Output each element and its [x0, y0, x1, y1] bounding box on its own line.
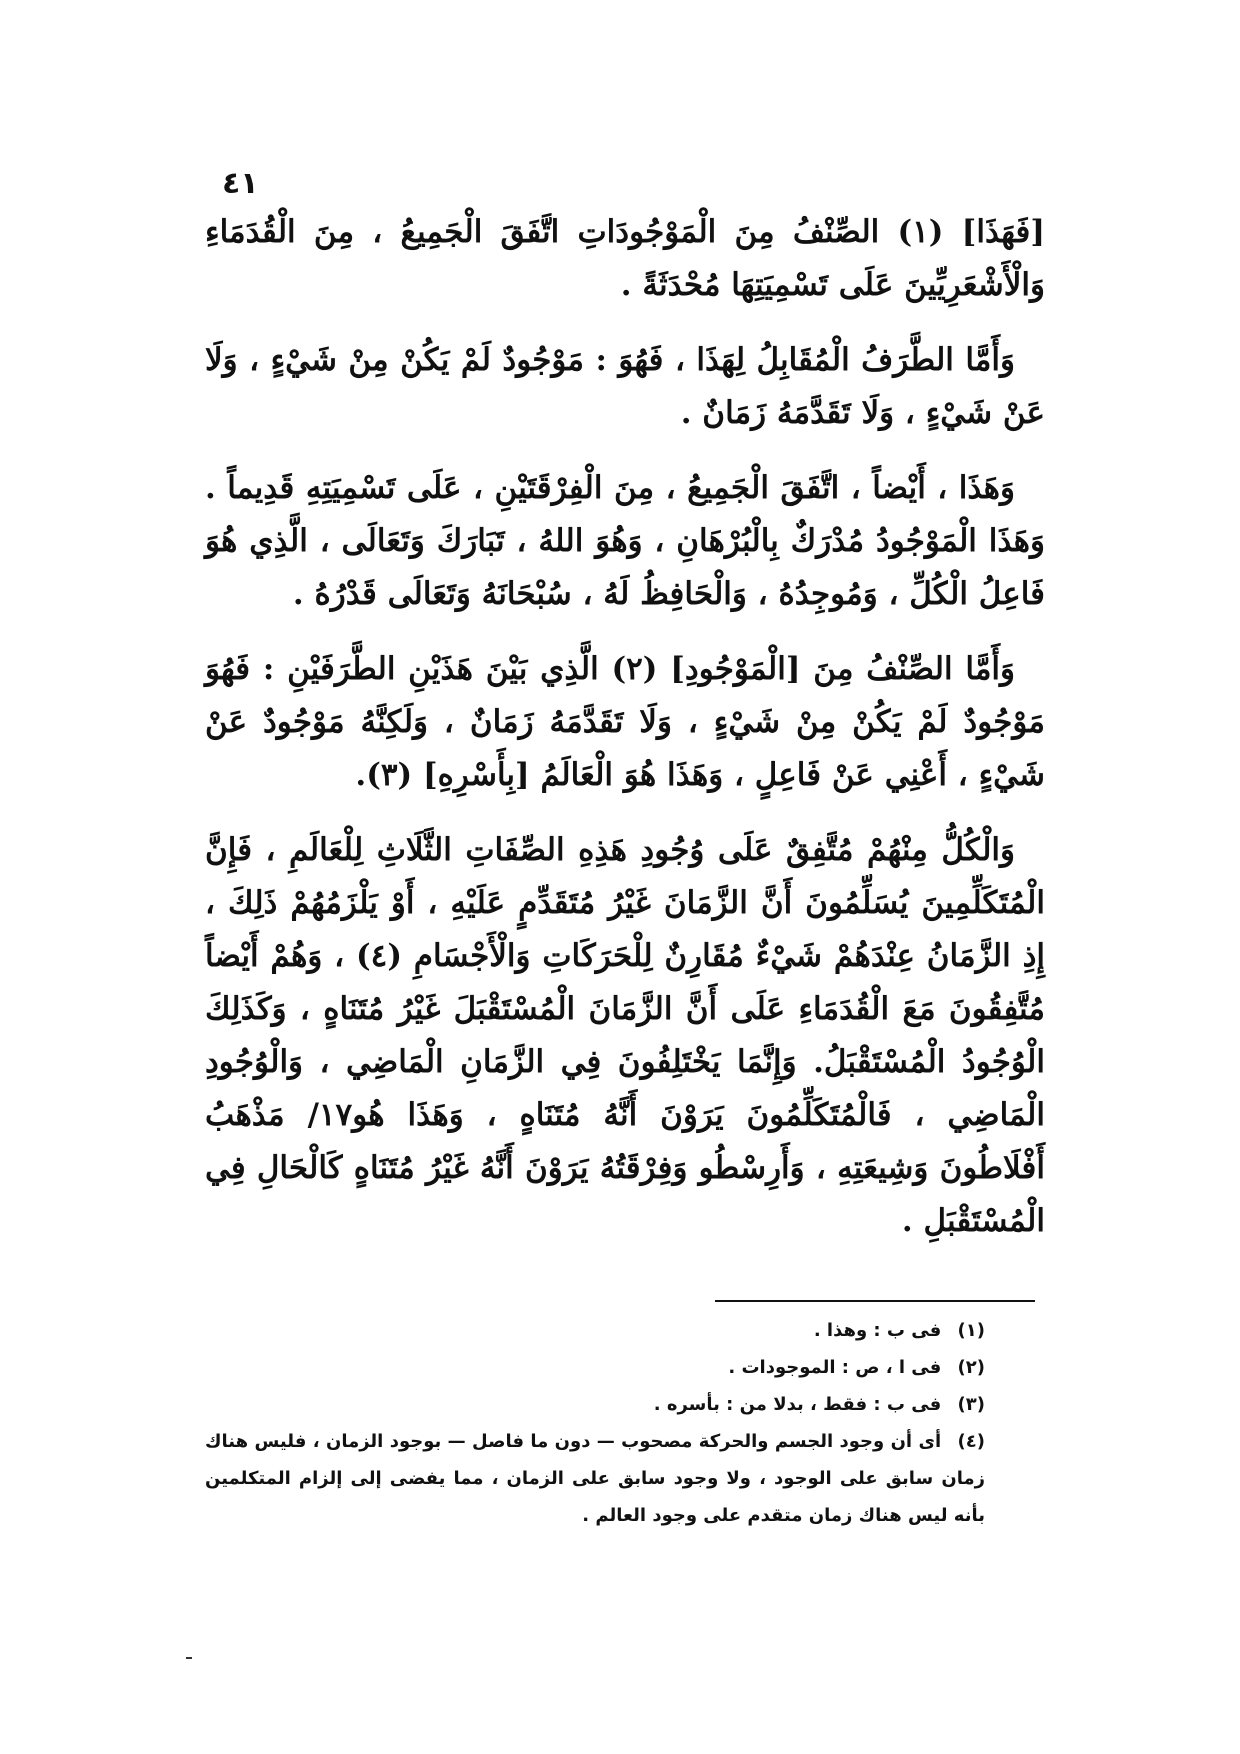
footnote-text: فى ب : وهذا . — [813, 1320, 942, 1341]
footnote-2 — [205, 1349, 1045, 1386]
footnote-text: فى ب : فقط ، بدلا من : بأسره . — [653, 1394, 942, 1415]
paragraph-5: وَالْكُلُّ مِنْهُمْ مُتَّفِقٌ عَلَى وُجُودِ هَذِهِ الصِّفَاتِ الثَّلَاثِ لِلْعَالَمِ ، فَإِنَّ الْمُتَكَلِّمِينَ يُسَلِّمُونَ أَنَّ الزَّمَانَ غَيْرُ مُتَقَدِّمٍ عَلَيْهِ ، أَوْ يَلْزَمُهُمْ ذَلِكَ ، إِذِ الزَّمَانُ عِنْدَهُمْ شَيْءٌ مُقَارِنٌ لِلْحَرَكَاتِ وَالْأَجْسَامِ (٤) ، وَهُمْ أَيْضاً مُتَّفِقُونَ مَعَ الْقُدَمَاءِ عَلَى أَنَّ الزَّمَانَ الْمُسْتَقْبَلَ غَيْرُ مُتَنَاهٍ ، وَكَذَلِكَ الْوُجُودُ الْمُسْتَقْبَلُ. وَإِنَّمَا يَخْتَلِفُونَ فِي الزَّمَانِ الْمَاضِي ، وَالْوُجُودِ الْمَاضِي ، فَالْمُتَكَلِّمُونَ يَرَوْنَ أَنَّهُ مُتَنَاهٍ ، وَهَذَا هُو١٧/ مَذْهَبُ أَفْلَاطُونَ وَشِيعَتِهِ ، وَأَرِسْطُو وَفِرْقَتُهُ يَرَوْنَ أَنَّهُ غَيْرُ مُتَنَاهٍ كَالْحَالِ فِي الْمُسْتَقْبَلِ . — [205, 832, 1045, 1239]
footnote-text: أى أن وجود الجسم والحركة مصحوب — دون ما فاصل — بوجود الزمان ، فليس هناك زمان سابق على الوجود ، ولا وجود سابق على الزمان ، مما يفضى إلى إلزام المتكلمين بأنه ليس هناك زمان متقدم على وجود العالم . — [205, 1431, 985, 1526]
footnote-3 — [205, 1386, 1045, 1423]
paragraph-2: وَأَمَّا الطَّرَفُ الْمُقَابِلُ لِهَذَا ، فَهُوَ : مَوْجُودٌ لَمْ يَكُنْ مِنْ شَيْءٍ ، وَلَا عَنْ شَيْءٍ ، وَلَا تَقَدَّمَهُ زَمَانٌ . — [205, 342, 1045, 431]
main-text — [205, 206, 1045, 1270]
footnote-divider — [715, 1300, 1035, 1302]
footnote-number: (٤) — [957, 1431, 985, 1452]
paragraph-4: وَأَمَّا الصِّنْفُ مِنَ [الْمَوْجُودِ] (٢) الَّذِي بَيْنَ هَذَيْنِ الطَّرَفَيْنِ : فَهُوَ مَوْجُودٌ لَمْ يَكُنْ مِنْ شَيْءٍ ، وَلَا تَقَدَّمَهُ زَمَانٌ ، وَلَكِنَّهُ مَوْجُودٌ عَنْ شَيْءٍ ، أَعْنِي عَنْ فَاعِلٍ ، وَهَذَا هُوَ الْعَالَمُ [بِأَسْرِهِ] (٣). — [205, 651, 1045, 793]
footnote-number: (٢) — [957, 1357, 985, 1378]
footnote-1 — [205, 1312, 1045, 1349]
page-number: ٤١ — [222, 166, 259, 201]
footnote-number: (١) — [957, 1320, 985, 1341]
footnote-text: فى ا ، ص : الموجودات . — [728, 1357, 942, 1378]
footnotes — [205, 1312, 1045, 1534]
scan-speck — [186, 1657, 192, 1659]
footnote-number: (٣) — [957, 1394, 985, 1415]
paragraph-1: [فَهَذَا] (١) الصِّنْفُ مِنَ الْمَوْجُودَاتِ اتَّفَقَ الْجَمِيعُ ، مِنَ الْقُدَمَاءِ وَالْأَشْعَرِيِّينَ عَلَى تَسْمِيَتِهَا مُحْدَثَةً . — [205, 214, 1045, 303]
paragraph-3: وَهَذَا ، أَيْضاً ، اتَّفَقَ الْجَمِيعُ ، مِنَ الْفِرْقَتَيْنِ ، عَلَى تَسْمِيَتِهِ قَدِيماً . وَهَذَا الْمَوْجُودُ مُدْرَكٌ بِالْبُرْهَانِ ، وَهُوَ اللهُ ، تَبَارَكَ وَتَعَالَى ، الَّذِي هُوَ فَاعِلُ الْكُلِّ ، وَمُوجِدُهُ ، وَالْحَافِظُ لَهُ ، سُبْحَانَهُ وَتَعَالَى قَدْرُهُ . — [205, 470, 1045, 612]
footnote-4 — [205, 1423, 1045, 1534]
